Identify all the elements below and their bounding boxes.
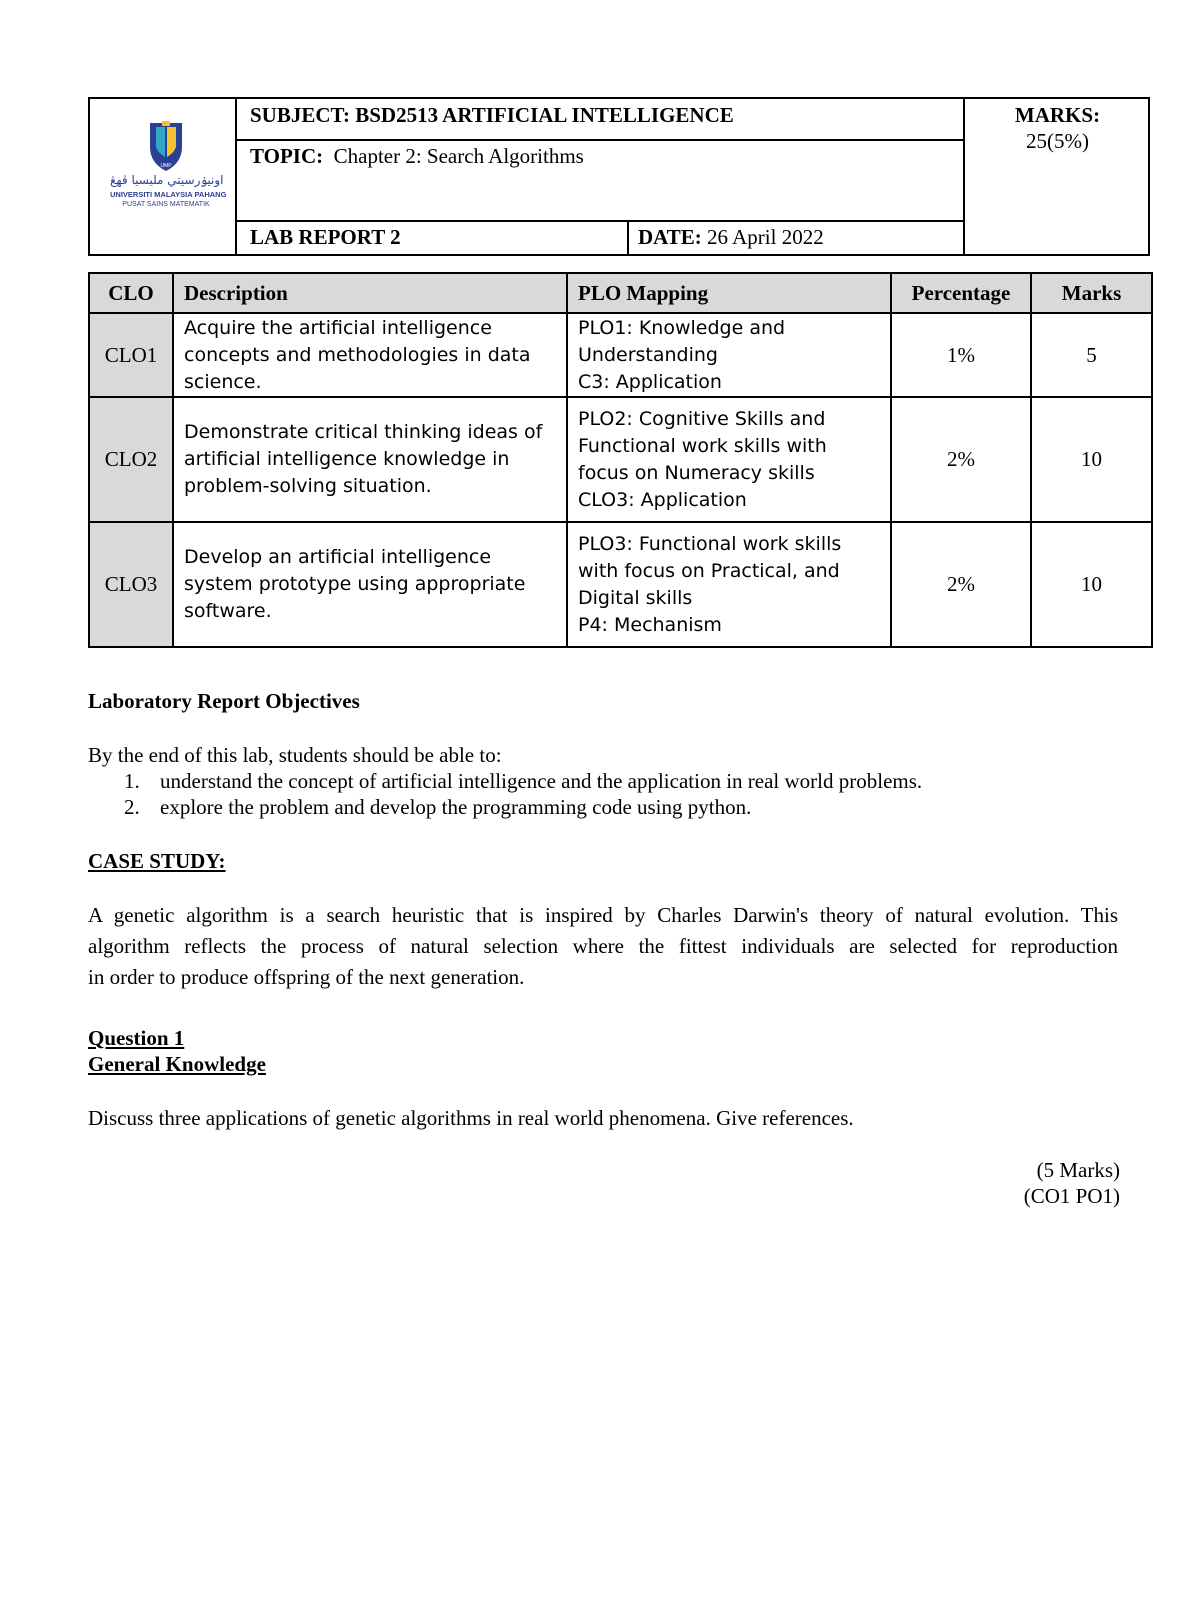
- percentage-cell: 1%: [891, 313, 1031, 397]
- plo-line: with focus on Practical, and: [578, 559, 840, 582]
- percentage-cell: 2%: [891, 522, 1031, 647]
- plo-line: P4: Mechanism: [578, 613, 722, 636]
- logo-centre-name: PUSAT SAINS MATEMATIK: [122, 201, 210, 208]
- table-row: [89, 313, 1152, 397]
- column-header-percentage: Percentage: [891, 273, 1031, 313]
- marks-label: MARKS:: [1014, 103, 1101, 127]
- marks-cell: 5: [1031, 313, 1152, 397]
- list-item: [124, 768, 140, 794]
- subject-value: BSD2513 ARTIFICIAL INTELLIGENCE: [355, 103, 734, 127]
- question-mapping: (CO1 PO1): [1023, 1184, 1120, 1208]
- paragraph-line: in order to produce offspring of the next generation.: [88, 965, 525, 989]
- topic-line: [250, 144, 584, 168]
- plo-mapping-cell: [567, 397, 891, 522]
- percentage-cell: 2%: [891, 397, 1031, 522]
- list-number: 2.: [124, 795, 140, 819]
- clo-id-cell: CLO3: [89, 522, 173, 647]
- plo-line: PLO2: Cognitive Skills and: [578, 407, 826, 430]
- plo-line: CLO3: Application: [578, 488, 747, 511]
- description-cell: [173, 397, 567, 522]
- list-item-text: understand the concept of artificial intelligence and the application in real world problems.: [160, 769, 923, 793]
- header-divider: [627, 221, 629, 254]
- description-line: Acquire the artificial intelligence: [184, 316, 492, 339]
- description-cell: [173, 522, 567, 647]
- description-line: science.: [184, 370, 262, 393]
- date-label: DATE:: [638, 225, 702, 249]
- description-line: software.: [184, 600, 272, 622]
- description-line: concepts and methodologies in data: [184, 343, 531, 366]
- header-divider: [236, 220, 964, 222]
- university-logo: [110, 121, 227, 213]
- plo-line: PLO3: Functional work skills: [578, 532, 842, 555]
- list-item-text: explore the problem and develop the programming code using python.: [160, 795, 752, 819]
- question-title: Question 1: [88, 1026, 185, 1050]
- plo-line: Functional work skills with: [578, 434, 827, 457]
- plo-line: Understanding: [578, 343, 718, 366]
- objectives-intro: By the end of this lab, students should be able to:: [88, 743, 502, 767]
- header-box: [88, 97, 1150, 256]
- university-crest-icon: [110, 121, 222, 173]
- description-line: system prototype using appropriate: [184, 573, 526, 595]
- description-line: Develop an artificial intelligence: [184, 546, 492, 568]
- list-item: [124, 794, 140, 820]
- subject-label: SUBJECT:: [250, 103, 350, 127]
- clo-id-cell: CLO1: [89, 313, 173, 397]
- paragraph-line: algorithm reflects the process of natural selection where the fittest individuals are selected for reproduction: [88, 934, 1118, 958]
- marks-cell: 10: [1031, 522, 1152, 647]
- topic-value: Chapter 2: Search Algorithms: [333, 144, 584, 168]
- logo-university-name: UNIVERSITI MALAYSIA PAHANG: [110, 190, 227, 199]
- question-text: Discuss three applications of genetic algorithms in real world phenomena. Give references.: [88, 1106, 854, 1130]
- case-study-heading: CASE STUDY:: [88, 849, 226, 873]
- marks-value: 25(5%): [1026, 129, 1089, 153]
- subject-line: [250, 103, 734, 127]
- paragraph-line: A genetic algorithm is a search heuristic that is inspired by Charles Darwin's theory of natural evolution. This: [88, 903, 1118, 927]
- topic-label: TOPIC:: [250, 144, 324, 168]
- plo-line: C3: Application: [578, 370, 722, 393]
- plo-line: Digital skills: [578, 586, 693, 609]
- svg-text:UMP: UMP: [160, 163, 172, 169]
- header-divider: [236, 139, 964, 141]
- clo-id-cell: CLO2: [89, 397, 173, 522]
- logo-arabic-text: اونيۏرسيتي مليسيا ڤهڠ: [110, 173, 224, 187]
- list-number: 1.: [124, 769, 140, 793]
- table-header-row: [89, 273, 1152, 313]
- plo-line: focus on Numeracy skills: [578, 461, 815, 484]
- question-subtitle: General Knowledge: [88, 1052, 266, 1076]
- column-header-clo: CLO: [89, 273, 173, 313]
- case-study-paragraph: [88, 900, 1118, 993]
- table-row: [89, 522, 1152, 647]
- plo-mapping-cell: [567, 522, 891, 647]
- date-line: [638, 225, 824, 249]
- description-line: Demonstrate critical thinking ideas of: [184, 421, 543, 443]
- column-header-description: Description: [173, 273, 567, 313]
- plo-line: PLO1: Knowledge and: [578, 316, 786, 339]
- header-divider: [235, 99, 237, 254]
- clo-table: [88, 272, 1153, 648]
- question-marks: (5 Marks): [1036, 1158, 1120, 1182]
- column-header-plo-mapping: PLO Mapping: [567, 273, 891, 313]
- description-line: problem-solving situation.: [184, 475, 432, 497]
- date-value: 26 April 2022: [707, 225, 824, 249]
- description-cell: [173, 313, 567, 397]
- marks-cell: 10: [1031, 397, 1152, 522]
- description-line: artificial intelligence knowledge in: [184, 448, 510, 470]
- table-row: [89, 397, 1152, 522]
- column-header-marks: Marks: [1031, 273, 1152, 313]
- plo-mapping-cell: [567, 313, 891, 397]
- objectives-heading: Laboratory Report Objectives: [88, 689, 360, 713]
- lab-report-label: LAB REPORT 2: [250, 225, 401, 249]
